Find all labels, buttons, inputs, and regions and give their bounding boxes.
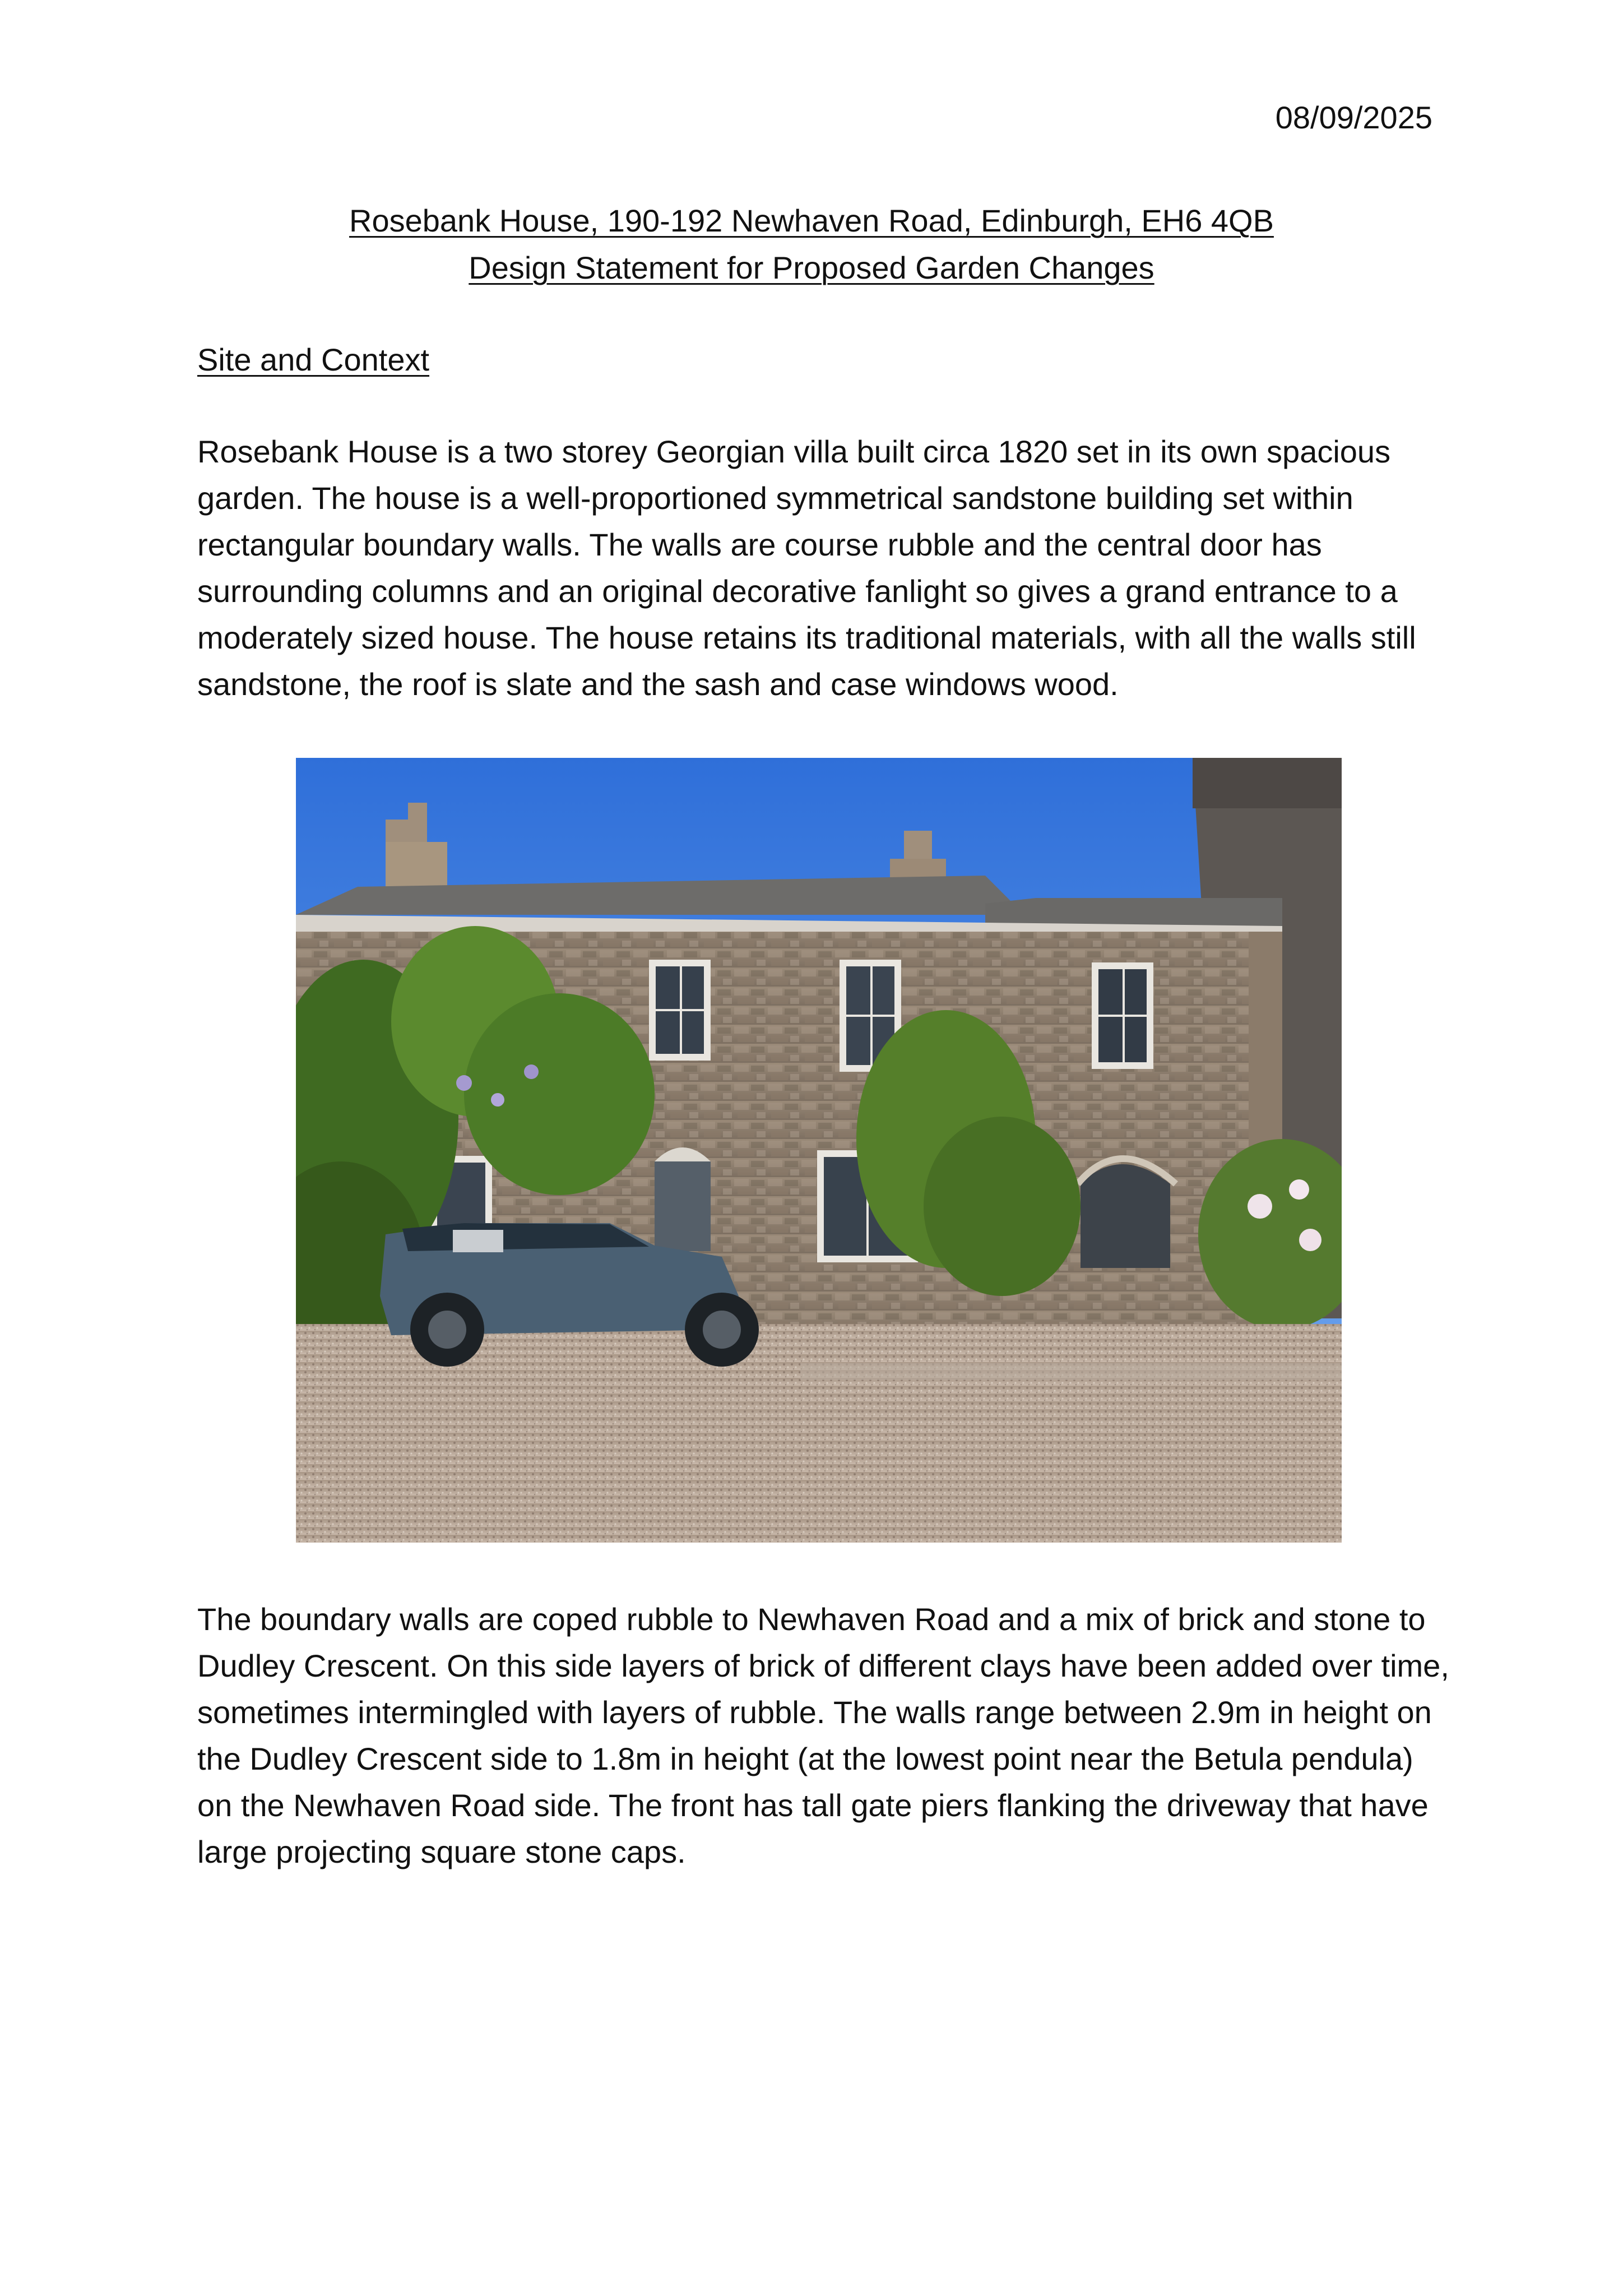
house-photo (296, 758, 1342, 1543)
title-line-statement (0, 244, 1623, 291)
section-heading-text: Site and Context (197, 342, 430, 377)
document-title-block (0, 197, 1623, 291)
title-address-text: Rosebank House, 190-192 Newhaven Road, Edinburgh, EH6 4QB (349, 203, 1274, 238)
house-photo-illustration (296, 758, 1342, 1543)
title-statement-text: Design Statement for Proposed Garden Changes (469, 250, 1154, 285)
document-date: 08/09/2025 (1275, 100, 1432, 135)
title-line-address (0, 197, 1623, 244)
paragraph-boundary-walls: The boundary walls are coped rubble to Newhaven Road and a mix of brick and stone to Dudley Crescent. On this side layers of brick of different clays have been added over time, sometimes intermingled with layers of rubble. The walls range between 2.9m in height on the Dudley Crescent side to 1.8m in height (at the lowest point near the Betula pendula) on the Newhaven Road side. The front has tall gate piers flanking the driveway that have large projecting square stone caps. (197, 1601, 1449, 1869)
paragraph-site-context: Rosebank House is a two storey Georgian villa built circa 1820 set in its own spacious garden. The house is a well-proportioned symmetrical sandstone building set within rectangular boundary walls. The walls are course rubble and the central door has surrounding columns and an original decorative fanlight so gives a grand entrance to a moderately sized house. The house retains its traditional materials, with all the walls still sandstone, the roof is slate and the sash and case windows wood. (197, 434, 1416, 702)
section-heading (197, 336, 429, 383)
